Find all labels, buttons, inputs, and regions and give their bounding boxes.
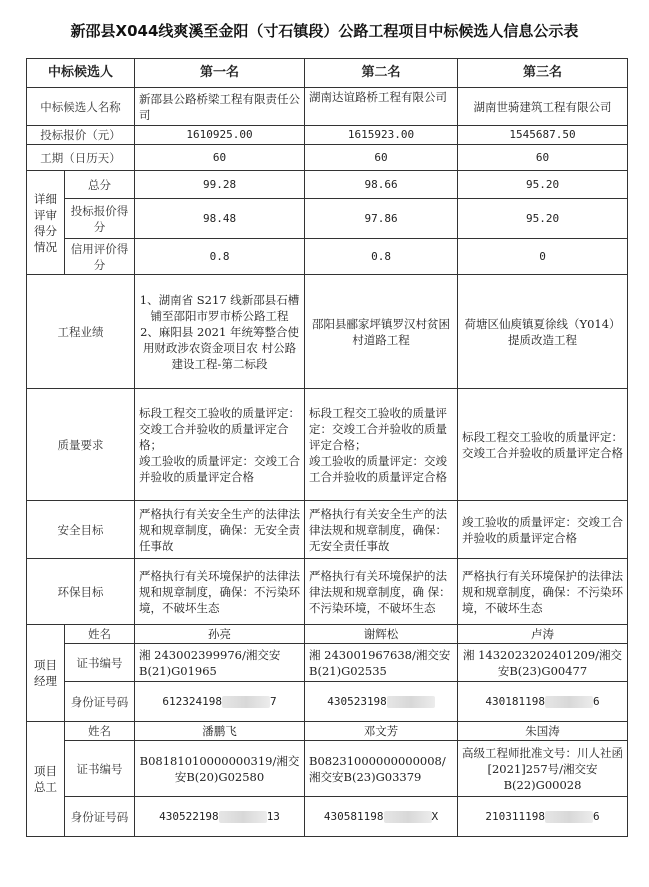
bid-score-3: 95.20 xyxy=(458,199,628,239)
bid-score-1: 98.48 xyxy=(135,199,305,239)
performance-row xyxy=(27,275,628,389)
bid-1: 1610925.00 xyxy=(135,126,305,145)
credit-score-row xyxy=(27,239,628,275)
redaction-blur xyxy=(545,696,593,708)
engineer-id-label: 身份证号码 xyxy=(65,797,135,837)
env-label: 环保目标 xyxy=(27,559,135,625)
redaction-blur xyxy=(545,811,593,823)
quality-row xyxy=(27,389,628,501)
credit-2: 0.8 xyxy=(305,239,458,275)
manager-id-3 xyxy=(458,682,628,722)
quality-1: 标段工程交工验收的质量评定：交竣工合并验收的质量评定合格； 竣工验收的质量评定：交竣工合并验收的质量评定合格 xyxy=(135,389,305,501)
id-suffix: 6 xyxy=(593,809,600,823)
engineer-name-1: 潘鹏飞 xyxy=(135,722,305,741)
quality-2: 标段工程交工验收的质量评定：交竣工合并验收的质量评定合格； 竣工验收的质量评定：交竣工合并验收的质量评定合格 xyxy=(305,389,458,501)
safety-label: 安全目标 xyxy=(27,501,135,559)
engineer-group-label: 项目总工 xyxy=(27,722,65,837)
performance-1: 1、湖南省 S217 线新邵县石槽铺至邵阳市罗市桥公路工程 2、麻阳县 2021 年统筹整合使用财政涉农资金项目农 村公路建设工程-第二标段 xyxy=(135,275,305,389)
engineer-id-row xyxy=(27,797,628,837)
name-label: 中标候选人名称 xyxy=(27,88,135,126)
engineer-cert-row xyxy=(27,741,628,797)
env-2: 严格执行有关环境保护的法律法规和规章制度，确 保：不污染环境，不破坏生态 xyxy=(305,559,458,625)
safety-2: 严格执行有关安全生产的法律法规和规章制度，确保：无安全责任事故 xyxy=(305,501,458,559)
bid-3: 1545687.50 xyxy=(458,126,628,145)
redaction-blur xyxy=(384,811,432,823)
manager-cert-2: 湘 243001967638/湘交安B(21)G02535 xyxy=(305,644,458,682)
engineer-id-2 xyxy=(305,797,458,837)
total-3: 95.20 xyxy=(458,171,628,199)
engineer-name-2: 邓文芳 xyxy=(305,722,458,741)
bid-label: 投标报价（元） xyxy=(27,126,135,145)
bid-score-label: 投标报价得分 xyxy=(65,199,135,239)
period-3: 60 xyxy=(458,145,628,171)
engineer-cert-2: B08231000000000008/湘交安B(23)G03379 xyxy=(305,741,458,797)
id-prefix: 430523198 xyxy=(327,694,387,708)
header-rank1: 第一名 xyxy=(135,59,305,88)
redaction-blur xyxy=(222,696,270,708)
manager-id-label: 身份证号码 xyxy=(65,682,135,722)
total-1: 99.28 xyxy=(135,171,305,199)
candidate-name-2: 湖南达谊路桥工程有限公司 xyxy=(305,88,458,126)
candidate-table xyxy=(26,58,628,837)
manager-cert-3: 湘 1432023202401209/湘交安B(23)G00477 xyxy=(458,644,628,682)
period-2: 60 xyxy=(305,145,458,171)
manager-id-2 xyxy=(305,682,458,722)
quality-label: 质量要求 xyxy=(27,389,135,501)
env-3: 严格执行有关环境保护的法律法规和规章制度，确保：不污染环境，不破坏生态 xyxy=(458,559,628,625)
manager-cert-1: 湘 243002399976/湘交安B(21)G01965 xyxy=(135,644,305,682)
manager-name-label: 姓名 xyxy=(65,625,135,644)
period-1: 60 xyxy=(135,145,305,171)
period-label: 工期（日历天） xyxy=(27,145,135,171)
quality-3: 标段工程交工验收的质量评定：交竣工合并验收的质量评定合格 xyxy=(458,389,628,501)
bid-2: 1615923.00 xyxy=(305,126,458,145)
engineer-cert-label: 证书编号 xyxy=(65,741,135,797)
credit-3: 0 xyxy=(458,239,628,275)
candidate-name-1: 新邵县公路桥梁工程有限责任公司 xyxy=(135,88,305,126)
id-prefix: 430522198 xyxy=(159,809,219,823)
manager-name-3: 卢涛 xyxy=(458,625,628,644)
id-prefix: 210311198 xyxy=(485,809,545,823)
engineer-name-3: 朱国涛 xyxy=(458,722,628,741)
safety-row xyxy=(27,501,628,559)
redaction-blur xyxy=(387,696,435,708)
score-group-label: 详细评审得分情况 xyxy=(27,171,65,275)
engineer-id-1 xyxy=(135,797,305,837)
credit-label: 信用评价得分 xyxy=(65,239,135,275)
bid-score-row xyxy=(27,199,628,239)
id-prefix: 612324198 xyxy=(162,694,222,708)
manager-cert-label: 证书编号 xyxy=(65,644,135,682)
env-1: 严格执行有关环境保护的法律法规和规章制度，确保：不污染环境，不破坏生态 xyxy=(135,559,305,625)
name-row xyxy=(27,88,628,126)
id-prefix: 430581198 xyxy=(323,809,384,823)
period-row xyxy=(27,145,628,171)
id-prefix: 430181198 xyxy=(485,694,545,708)
env-row xyxy=(27,559,628,625)
page-title: 新邵县X044线爽溪至金阳（寸石镇段）公路工程项目中标候选人信息公示表 xyxy=(70,22,579,40)
manager-id-1 xyxy=(135,682,305,722)
bid-row xyxy=(27,126,628,145)
engineer-name-row xyxy=(27,722,628,741)
manager-group-label: 项目经理 xyxy=(27,625,65,722)
candidate-name-3: 湖南世骑建筑工程有限公司 xyxy=(458,88,628,126)
header-label: 中标候选人 xyxy=(27,59,135,88)
header-rank3: 第三名 xyxy=(458,59,628,88)
engineer-cert-3: 高级工程师批准文号：川人社函[2021]257号/湘交安B(22)G00028 xyxy=(458,741,628,797)
manager-name-row xyxy=(27,625,628,644)
total-2: 98.66 xyxy=(305,171,458,199)
total-score-row xyxy=(27,171,628,199)
id-suffix: 7 xyxy=(270,694,277,708)
engineer-name-label: 姓名 xyxy=(65,722,135,741)
credit-1: 0.8 xyxy=(135,239,305,275)
id-suffix: 13 xyxy=(266,809,280,823)
bid-score-2: 97.86 xyxy=(305,199,458,239)
performance-3: 荷塘区仙庾镇夏徐线（Y014）提质改造工程 xyxy=(458,275,628,389)
manager-name-1: 孙亮 xyxy=(135,625,305,644)
engineer-id-3 xyxy=(458,797,628,837)
safety-3: 竣工验收的质量评定：交竣工合并验收的质量评定合格 xyxy=(458,501,628,559)
safety-1: 严格执行有关安全生产的法律法规和规章制度，确保：无安全责任事故 xyxy=(135,501,305,559)
header-rank2: 第二名 xyxy=(305,59,458,88)
id-suffix: X xyxy=(431,809,439,823)
manager-id-row xyxy=(27,682,628,722)
redaction-blur xyxy=(219,811,267,823)
performance-2: 邵阳县郦家坪镇罗汉村贫困村道路工程 xyxy=(305,275,458,389)
header-row xyxy=(27,59,628,88)
manager-name-2: 谢辉松 xyxy=(305,625,458,644)
total-label: 总分 xyxy=(65,171,135,199)
id-suffix: 6 xyxy=(593,694,600,708)
manager-cert-row xyxy=(27,644,628,682)
engineer-cert-1: B08181010000000319/湘交安B(20)G02580 xyxy=(135,741,305,797)
performance-label: 工程业绩 xyxy=(27,275,135,389)
